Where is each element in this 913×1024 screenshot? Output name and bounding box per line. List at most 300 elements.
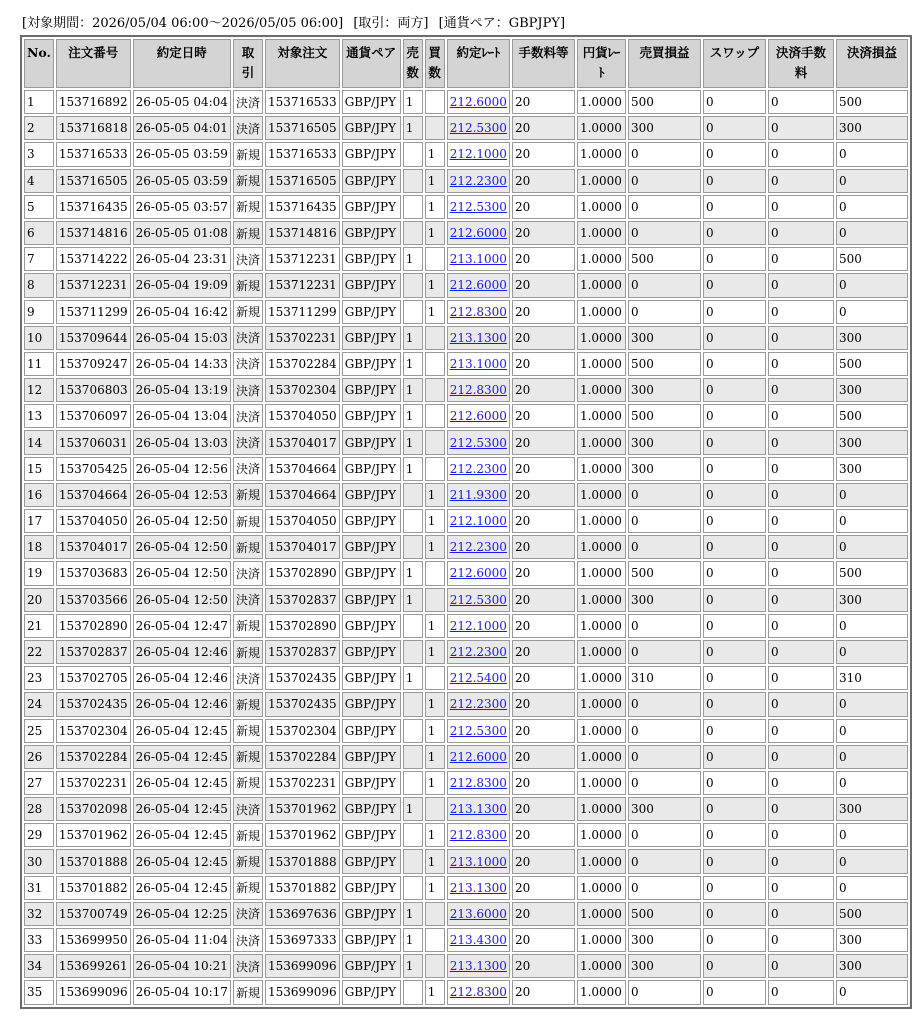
cell-execution-rate [447, 954, 510, 978]
cell-settlement-fee: 0 [768, 457, 834, 481]
cell-settlement-fee: 0 [768, 90, 834, 114]
table-row [24, 588, 908, 612]
cell-no: 11 [24, 352, 54, 376]
cell-settlement-profit-loss: 300 [836, 954, 908, 978]
cell-buy-quantity: 1 [425, 876, 445, 900]
cell-trade-type: 新規 [233, 221, 263, 245]
cell-order-number: 153704664 [56, 483, 131, 507]
cell-execution-rate [447, 876, 510, 900]
cell-execution-datetime: 26-05-04 12:45 [133, 823, 231, 847]
cell-settlement-fee: 0 [768, 352, 834, 376]
cell-buy-quantity [425, 404, 445, 428]
table-row [24, 430, 908, 454]
cell-trading-profit-loss: 500 [628, 352, 701, 376]
cell-buy-quantity: 1 [425, 640, 445, 664]
cell-sell-quantity: 1 [403, 902, 423, 926]
cell-no: 26 [24, 745, 54, 769]
cell-trading-profit-loss: 0 [628, 745, 701, 769]
cell-sell-quantity [403, 509, 423, 533]
table-row [24, 928, 908, 952]
cell-execution-datetime: 26-05-04 12:56 [133, 457, 231, 481]
execution-rate-link[interactable]: 212.6000 [449, 95, 507, 110]
execution-rate-link[interactable]: 211.9300 [449, 487, 507, 502]
cell-target-order: 153716533 [265, 90, 340, 114]
table-row [24, 771, 908, 795]
cell-trading-profit-loss: 500 [628, 247, 701, 271]
cell-fees: 20 [512, 876, 575, 900]
cell-execution-datetime: 26-05-04 16:42 [133, 300, 231, 324]
execution-rate-link[interactable]: 212.1000 [449, 618, 507, 633]
period-filter: [対象期間：2026/05/04 06:00〜2026/05/05 06:00] [22, 16, 344, 31]
table-row [24, 980, 908, 1004]
cell-execution-rate [447, 404, 510, 428]
cell-no: 14 [24, 430, 54, 454]
cell-yen-rate: 1.0000 [577, 954, 626, 978]
execution-rate-link[interactable]: 212.2300 [449, 173, 507, 188]
cell-execution-datetime: 26-05-04 23:31 [133, 247, 231, 271]
cell-execution-datetime: 26-05-04 12:45 [133, 771, 231, 795]
column-header-order-number: 注文番号 [56, 39, 131, 88]
cell-currency-pair: GBP/JPY [342, 876, 401, 900]
cell-swap: 0 [703, 980, 766, 1004]
cell-trade-type: 新規 [233, 876, 263, 900]
cell-order-number: 153702890 [56, 614, 131, 638]
cell-swap: 0 [703, 300, 766, 324]
cell-settlement-profit-loss: 300 [836, 326, 908, 350]
cell-execution-datetime: 26-05-04 19:09 [133, 273, 231, 297]
cell-yen-rate: 1.0000 [577, 980, 626, 1004]
cell-order-number: 153716505 [56, 169, 131, 193]
cell-swap: 0 [703, 169, 766, 193]
cell-trade-type: 新規 [233, 849, 263, 873]
execution-rate-link[interactable]: 212.8300 [449, 383, 507, 398]
cell-execution-rate [447, 352, 510, 376]
cell-swap: 0 [703, 90, 766, 114]
execution-rate-link[interactable]: 212.1000 [449, 147, 507, 162]
cell-execution-rate [447, 745, 510, 769]
cell-target-order: 153704050 [265, 404, 340, 428]
cell-execution-datetime: 26-05-05 03:59 [133, 169, 231, 193]
execution-rate-link[interactable]: 213.1000 [449, 356, 507, 371]
cell-yen-rate: 1.0000 [577, 169, 626, 193]
cell-settlement-fee: 0 [768, 771, 834, 795]
cell-order-number: 153700749 [56, 902, 131, 926]
execution-rate-link[interactable]: 212.6000 [449, 749, 507, 764]
cell-fees: 20 [512, 666, 575, 690]
cell-target-order: 153714816 [265, 221, 340, 245]
cell-settlement-profit-loss: 0 [836, 719, 908, 743]
cell-yen-rate: 1.0000 [577, 404, 626, 428]
cell-trading-profit-loss: 0 [628, 195, 701, 219]
table-row [24, 561, 908, 585]
cell-sell-quantity: 1 [403, 797, 423, 821]
execution-rate-link[interactable]: 212.5300 [449, 435, 507, 450]
column-header-buy-quantity: 買数 [425, 39, 445, 88]
cell-trading-profit-loss: 0 [628, 142, 701, 166]
cell-yen-rate: 1.0000 [577, 483, 626, 507]
cell-fees: 20 [512, 928, 575, 952]
cell-yen-rate: 1.0000 [577, 640, 626, 664]
cell-settlement-fee: 0 [768, 666, 834, 690]
table-row [24, 457, 908, 481]
execution-rate-link[interactable]: 213.1000 [449, 854, 507, 869]
cell-trading-profit-loss: 300 [628, 326, 701, 350]
cell-trade-type: 決済 [233, 404, 263, 428]
cell-yen-rate: 1.0000 [577, 535, 626, 559]
execution-rate-link[interactable]: 212.2300 [449, 540, 507, 555]
cell-trade-type: 新規 [233, 483, 263, 507]
cell-buy-quantity [425, 430, 445, 454]
column-header-settlement-fee: 決済手数料 [768, 39, 834, 88]
cell-yen-rate: 1.0000 [577, 352, 626, 376]
cell-settlement-fee: 0 [768, 561, 834, 585]
cell-swap: 0 [703, 221, 766, 245]
cell-settlement-profit-loss: 500 [836, 352, 908, 376]
cell-settlement-fee: 0 [768, 823, 834, 847]
cell-no: 4 [24, 169, 54, 193]
cell-settlement-profit-loss: 0 [836, 614, 908, 638]
cell-trade-type: 新規 [233, 823, 263, 847]
cell-swap: 0 [703, 797, 766, 821]
cell-fees: 20 [512, 221, 575, 245]
cell-order-number: 153702304 [56, 719, 131, 743]
cell-sell-quantity: 1 [403, 352, 423, 376]
cell-buy-quantity: 1 [425, 273, 445, 297]
cell-swap: 0 [703, 247, 766, 271]
cell-settlement-profit-loss: 0 [836, 823, 908, 847]
table-row [24, 116, 908, 140]
cell-trade-type: 決済 [233, 928, 263, 952]
cell-currency-pair: GBP/JPY [342, 614, 401, 638]
cell-yen-rate: 1.0000 [577, 90, 626, 114]
cell-trading-profit-loss: 0 [628, 849, 701, 873]
cell-no: 17 [24, 509, 54, 533]
cell-yen-rate: 1.0000 [577, 142, 626, 166]
cell-settlement-profit-loss: 300 [836, 588, 908, 612]
cell-trade-type: 決済 [233, 326, 263, 350]
cell-currency-pair: GBP/JPY [342, 457, 401, 481]
cell-fees: 20 [512, 273, 575, 297]
cell-execution-datetime: 26-05-04 12:25 [133, 902, 231, 926]
cell-buy-quantity [425, 326, 445, 350]
cell-trading-profit-loss: 300 [628, 928, 701, 952]
cell-trading-profit-loss: 300 [628, 588, 701, 612]
cell-order-number: 153702098 [56, 797, 131, 821]
cell-fees: 20 [512, 771, 575, 795]
cell-swap: 0 [703, 273, 766, 297]
cell-swap: 0 [703, 142, 766, 166]
cell-trade-type: 新規 [233, 614, 263, 638]
cell-settlement-profit-loss: 0 [836, 142, 908, 166]
cell-trading-profit-loss: 0 [628, 221, 701, 245]
cell-currency-pair: GBP/JPY [342, 169, 401, 193]
cell-currency-pair: GBP/JPY [342, 771, 401, 795]
cell-sell-quantity [403, 823, 423, 847]
cell-buy-quantity: 1 [425, 823, 445, 847]
cell-settlement-fee: 0 [768, 692, 834, 716]
cell-sell-quantity [403, 535, 423, 559]
cell-trading-profit-loss: 300 [628, 954, 701, 978]
table-row [24, 614, 908, 638]
cell-trade-type: 決済 [233, 378, 263, 402]
cell-fees: 20 [512, 561, 575, 585]
cell-sell-quantity [403, 483, 423, 507]
execution-rate-link[interactable]: 212.2300 [449, 645, 507, 660]
column-header-currency-pair: 通貨ペア [342, 39, 401, 88]
cell-fees: 20 [512, 823, 575, 847]
cell-buy-quantity [425, 90, 445, 114]
cell-trade-type: 決済 [233, 797, 263, 821]
cell-order-number: 153701882 [56, 876, 131, 900]
cell-no: 24 [24, 692, 54, 716]
cell-currency-pair: GBP/JPY [342, 378, 401, 402]
cell-trading-profit-loss: 500 [628, 902, 701, 926]
cell-trade-type: 新規 [233, 142, 263, 166]
cell-target-order: 153704017 [265, 535, 340, 559]
cell-no: 15 [24, 457, 54, 481]
cell-execution-rate [447, 823, 510, 847]
cell-no: 32 [24, 902, 54, 926]
cell-execution-datetime: 26-05-04 12:45 [133, 876, 231, 900]
cell-sell-quantity: 1 [403, 430, 423, 454]
cell-buy-quantity: 1 [425, 692, 445, 716]
execution-rate-link[interactable]: 212.2300 [449, 697, 507, 712]
cell-fees: 20 [512, 719, 575, 743]
table-row [24, 666, 908, 690]
cell-trading-profit-loss: 300 [628, 430, 701, 454]
cell-no: 7 [24, 247, 54, 271]
cell-execution-datetime: 26-05-04 12:45 [133, 797, 231, 821]
execution-rate-link[interactable]: 213.1300 [449, 330, 507, 345]
cell-no: 23 [24, 666, 54, 690]
column-header-execution-rate: 約定ﾚｰﾄ [447, 39, 510, 88]
cell-yen-rate: 1.0000 [577, 457, 626, 481]
execution-rate-link[interactable]: 212.8300 [449, 828, 507, 843]
cell-target-order: 153702890 [265, 614, 340, 638]
cell-fees: 20 [512, 849, 575, 873]
cell-trading-profit-loss: 0 [628, 640, 701, 664]
cell-execution-datetime: 26-05-04 12:50 [133, 535, 231, 559]
cell-settlement-profit-loss: 0 [836, 221, 908, 245]
cell-execution-datetime: 26-05-04 10:17 [133, 980, 231, 1004]
trade-history [20, 35, 912, 1009]
cell-fees: 20 [512, 116, 575, 140]
cell-yen-rate: 1.0000 [577, 378, 626, 402]
cell-execution-rate [447, 535, 510, 559]
cell-settlement-fee: 0 [768, 535, 834, 559]
cell-swap: 0 [703, 326, 766, 350]
cell-swap: 0 [703, 404, 766, 428]
cell-fees: 20 [512, 797, 575, 821]
cell-fees: 20 [512, 430, 575, 454]
cell-no: 27 [24, 771, 54, 795]
cell-settlement-fee: 0 [768, 247, 834, 271]
cell-settlement-fee: 0 [768, 902, 834, 926]
cell-trading-profit-loss: 0 [628, 273, 701, 297]
cell-trading-profit-loss: 0 [628, 823, 701, 847]
cell-target-order: 153701962 [265, 797, 340, 821]
execution-rate-link[interactable]: 212.5300 [449, 723, 507, 738]
cell-sell-quantity: 1 [403, 116, 423, 140]
cell-no: 5 [24, 195, 54, 219]
cell-buy-quantity: 1 [425, 221, 445, 245]
cell-execution-datetime: 26-05-04 13:03 [133, 430, 231, 454]
cell-execution-rate [447, 928, 510, 952]
column-header-trading-profit-loss: 売買損益 [628, 39, 701, 88]
cell-sell-quantity: 1 [403, 666, 423, 690]
cell-no: 9 [24, 300, 54, 324]
cell-swap: 0 [703, 588, 766, 612]
cell-trading-profit-loss: 500 [628, 561, 701, 585]
cell-no: 1 [24, 90, 54, 114]
cell-target-order: 153702890 [265, 561, 340, 585]
cell-trade-type: 新規 [233, 535, 263, 559]
cell-no: 34 [24, 954, 54, 978]
cell-target-order: 153702284 [265, 352, 340, 376]
cell-no: 31 [24, 876, 54, 900]
cell-sell-quantity [403, 300, 423, 324]
cell-currency-pair: GBP/JPY [342, 719, 401, 743]
table-row [24, 352, 908, 376]
execution-rate-link[interactable]: 212.6000 [449, 226, 507, 241]
cell-execution-rate [447, 90, 510, 114]
execution-rate-link[interactable]: 213.4300 [449, 933, 507, 948]
cell-trade-type: 決済 [233, 247, 263, 271]
cell-no: 28 [24, 797, 54, 821]
cell-yen-rate: 1.0000 [577, 588, 626, 612]
cell-buy-quantity: 1 [425, 535, 445, 559]
cell-trade-type: 新規 [233, 273, 263, 297]
cell-settlement-fee: 0 [768, 849, 834, 873]
currency-pair-filter: [通貨ペア：GBPJPY] [438, 16, 566, 31]
column-header-no: No. [24, 39, 54, 88]
cell-settlement-fee: 0 [768, 719, 834, 743]
cell-settlement-fee: 0 [768, 142, 834, 166]
cell-order-number: 153699950 [56, 928, 131, 952]
cell-no: 6 [24, 221, 54, 245]
column-header-execution-datetime: 約定日時 [133, 39, 231, 88]
cell-currency-pair: GBP/JPY [342, 588, 401, 612]
cell-buy-quantity [425, 116, 445, 140]
cell-trade-type: 新規 [233, 745, 263, 769]
cell-execution-rate [447, 614, 510, 638]
cell-fees: 20 [512, 247, 575, 271]
cell-target-order: 153699096 [265, 980, 340, 1004]
execution-rate-link[interactable]: 212.6000 [449, 278, 507, 293]
cell-target-order: 153716435 [265, 195, 340, 219]
cell-currency-pair: GBP/JPY [342, 692, 401, 716]
cell-no: 30 [24, 849, 54, 873]
cell-settlement-profit-loss: 310 [836, 666, 908, 690]
cell-yen-rate: 1.0000 [577, 195, 626, 219]
table-row [24, 692, 908, 716]
cell-buy-quantity: 1 [425, 195, 445, 219]
cell-execution-rate [447, 588, 510, 612]
cell-yen-rate: 1.0000 [577, 928, 626, 952]
cell-yen-rate: 1.0000 [577, 823, 626, 847]
cell-yen-rate: 1.0000 [577, 221, 626, 245]
cell-sell-quantity: 1 [403, 247, 423, 271]
cell-trading-profit-loss: 300 [628, 116, 701, 140]
cell-no: 3 [24, 142, 54, 166]
cell-currency-pair: GBP/JPY [342, 797, 401, 821]
table-row [24, 483, 908, 507]
cell-no: 29 [24, 823, 54, 847]
cell-no: 18 [24, 535, 54, 559]
execution-rate-link[interactable]: 212.1000 [449, 514, 507, 529]
cell-settlement-profit-loss: 0 [836, 745, 908, 769]
cell-execution-datetime: 26-05-04 12:45 [133, 719, 231, 743]
cell-yen-rate: 1.0000 [577, 509, 626, 533]
cell-order-number: 153716818 [56, 116, 131, 140]
execution-rate-link[interactable]: 213.1300 [449, 880, 507, 895]
cell-trading-profit-loss: 0 [628, 483, 701, 507]
cell-execution-rate [447, 300, 510, 324]
cell-currency-pair: GBP/JPY [342, 535, 401, 559]
execution-rate-link[interactable]: 212.8300 [449, 304, 507, 319]
cell-target-order: 153704664 [265, 483, 340, 507]
cell-trade-type: 決済 [233, 457, 263, 481]
execution-rate-link[interactable]: 213.1000 [449, 252, 507, 267]
execution-rate-link[interactable]: 212.2300 [449, 461, 507, 476]
execution-rate-link[interactable]: 212.8300 [449, 985, 507, 1000]
cell-execution-rate [447, 561, 510, 585]
cell-trade-type: 新規 [233, 195, 263, 219]
execution-rate-link[interactable]: 212.8300 [449, 775, 507, 790]
table-row [24, 326, 908, 350]
table-row [24, 273, 908, 297]
cell-settlement-profit-loss: 0 [836, 876, 908, 900]
cell-swap: 0 [703, 902, 766, 926]
cell-trading-profit-loss: 0 [628, 535, 701, 559]
cell-buy-quantity [425, 928, 445, 952]
cell-buy-quantity [425, 588, 445, 612]
cell-execution-rate [447, 457, 510, 481]
cell-trade-type: 決済 [233, 352, 263, 376]
cell-buy-quantity [425, 352, 445, 376]
execution-rate-link[interactable]: 213.1300 [449, 802, 507, 817]
cell-currency-pair: GBP/JPY [342, 561, 401, 585]
execution-rate-link[interactable]: 212.5300 [449, 121, 507, 136]
cell-settlement-profit-loss: 500 [836, 561, 908, 585]
execution-rate-link[interactable]: 212.5300 [449, 199, 507, 214]
cell-currency-pair: GBP/JPY [342, 745, 401, 769]
execution-rate-link[interactable]: 213.1300 [449, 959, 507, 974]
column-header-settlement-profit-loss: 決済損益 [836, 39, 908, 88]
cell-no: 33 [24, 928, 54, 952]
table-row [24, 954, 908, 978]
cell-execution-datetime: 26-05-04 12:50 [133, 588, 231, 612]
cell-currency-pair: GBP/JPY [342, 326, 401, 350]
cell-settlement-profit-loss: 0 [836, 169, 908, 193]
cell-currency-pair: GBP/JPY [342, 483, 401, 507]
cell-target-order: 153702231 [265, 771, 340, 795]
cell-fees: 20 [512, 195, 575, 219]
cell-execution-datetime: 26-05-05 04:04 [133, 90, 231, 114]
cell-swap: 0 [703, 561, 766, 585]
execution-rate-link[interactable]: 212.6000 [449, 566, 507, 581]
cell-currency-pair: GBP/JPY [342, 509, 401, 533]
cell-buy-quantity [425, 902, 445, 926]
cell-currency-pair: GBP/JPY [342, 640, 401, 664]
execution-rate-link[interactable]: 212.5300 [449, 592, 507, 607]
cell-buy-quantity: 1 [425, 771, 445, 795]
execution-rate-link[interactable]: 213.6000 [449, 906, 507, 921]
cell-execution-datetime: 26-05-04 12:50 [133, 509, 231, 533]
execution-rate-link[interactable]: 212.6000 [449, 409, 507, 424]
execution-rate-link[interactable]: 212.5400 [449, 671, 507, 686]
cell-execution-datetime: 26-05-05 01:08 [133, 221, 231, 245]
